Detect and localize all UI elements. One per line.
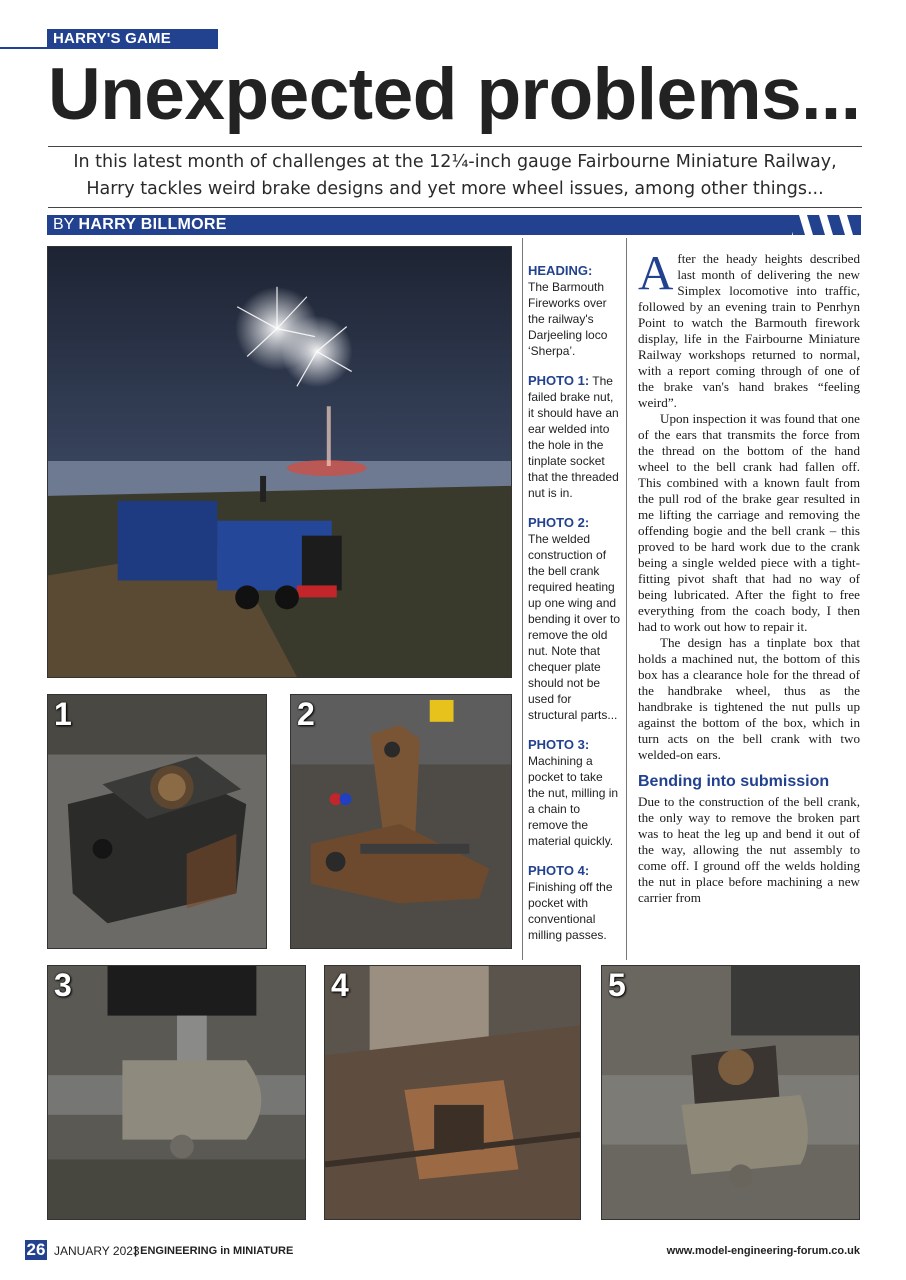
caption-text: The failed brake nut, it should have an ear welded into the hole in the tinplate socket that the threaded nut is in. bbox=[528, 374, 619, 500]
photo-5-finished-nut bbox=[601, 965, 860, 1220]
section-kicker: HARRY'S GAME bbox=[47, 29, 218, 48]
photo-4-number: 4 bbox=[331, 967, 349, 1003]
paragraph-4: Due to the construction of the bell crank, the only way to remove the broken part was to heat the leg up and bend it out of the way, allowing the nut assembly to come off. I ground off the welds holding the nut in place before machining a new carrier from bbox=[638, 794, 860, 905]
caption-text: The Barmouth Fireworks over the railway's Darjeeling loco ‘Sherpa’. bbox=[528, 280, 608, 358]
standfirst-line-1: In this latest month of challenges at the 12¼-inch gauge Fairbourne Miniature Railway, bbox=[73, 152, 837, 172]
caption-photo-4 bbox=[528, 863, 622, 943]
divider-bottom bbox=[48, 207, 862, 208]
photo-1-number: 1 bbox=[54, 696, 72, 732]
byline-author: HARRY BILLMORE bbox=[78, 216, 227, 233]
paragraph-1-text: fter the heady heights described last month of delivering the new Simplex locomotive into traffic, followed by an evening train to Penrhyn Point to watch the Barmouth firework display, life in the Fairbourne Miniature Railway workshops returned to normal, with a report coming through of one of the brake van's hand brakes “feeling weird”. bbox=[638, 251, 860, 410]
subheading: Bending into submission bbox=[638, 773, 830, 790]
publication-name: | ENGINEERING in MINIATURE bbox=[134, 1245, 294, 1257]
photo-3-number: 3 bbox=[54, 967, 72, 1003]
headline: Unexpected problems... bbox=[48, 54, 861, 135]
article-body bbox=[638, 245, 860, 906]
caption-label: PHOTO 2: bbox=[528, 515, 590, 530]
caption-label: PHOTO 1: bbox=[528, 373, 590, 388]
column-divider-2 bbox=[626, 238, 627, 960]
photo-3-milling-pocket bbox=[47, 965, 306, 1220]
photo-5-number: 5 bbox=[608, 967, 626, 1003]
caption-photo-1 bbox=[528, 373, 622, 501]
caption-label: HEADING: bbox=[528, 263, 593, 278]
standfirst-line-2: Harry tackles weird brake designs and yet more wheel issues, among other things... bbox=[86, 179, 824, 199]
caption-label: PHOTO 3: bbox=[528, 737, 590, 752]
standfirst bbox=[48, 149, 862, 203]
photo-2-bell-crank bbox=[290, 694, 512, 949]
caption-label: PHOTO 4: bbox=[528, 863, 590, 878]
photo-2-number: 2 bbox=[297, 696, 315, 732]
caption-text: Machining a pocket to take the nut, milling in a chain to remove the material quickly. bbox=[528, 754, 619, 848]
caption-text: Finishing off the pocket with conventional milling passes. bbox=[528, 880, 613, 942]
byline-prefix: BY bbox=[53, 216, 75, 233]
page-number: 26 bbox=[26, 1240, 46, 1259]
caption-photo-3 bbox=[528, 737, 622, 849]
photo-4-finishing-pocket bbox=[324, 965, 581, 1220]
issue-date: JANUARY 2023 bbox=[54, 1244, 140, 1258]
captions-column bbox=[528, 263, 622, 957]
paragraph-2: Upon inspection it was found that one of the ears that transmits the force from the thread on the bottom of the hand wheel to the bell crank had fallen off. This combined with a known fault from the pull rod of the brake gear resulted in me lifting the carriage and removing the offending bogie and the bell crank – this proved to be hard work due to the crank being a single welded piece with a tight-fitting pivot shaft that had no way of being lubricated. After the fight to free everything from the coach body, I then had to work out how to repair it. bbox=[638, 411, 860, 634]
website-url[interactable]: www.model-engineering-forum.co.uk bbox=[666, 1245, 860, 1257]
byline-stripes-decoration bbox=[785, 215, 861, 235]
caption-heading bbox=[528, 263, 622, 359]
paragraph-3: The design has a tinplate box that holds a machined nut, the bottom of this box has a clearance hole for the thread of the handbrake wheel, thus as the handbrake is tightened the nut pulls up against the bottom of the box, which in turn acts on the bell crank with two welded-on ears. bbox=[638, 635, 860, 762]
divider-top bbox=[48, 146, 862, 147]
byline bbox=[47, 215, 792, 235]
photo-1-brake-nut bbox=[47, 694, 267, 949]
caption-text: The welded construction of the bell crank required heating up one wing and bending it over to remove the old nut. Note that chequer plate should not be used for structural parts... bbox=[528, 532, 621, 722]
caption-photo-2 bbox=[528, 515, 622, 723]
drop-cap: A bbox=[638, 245, 674, 300]
column-divider-1 bbox=[522, 238, 523, 960]
photo-heading-fireworks bbox=[47, 246, 512, 678]
paragraph-1 bbox=[638, 245, 860, 411]
